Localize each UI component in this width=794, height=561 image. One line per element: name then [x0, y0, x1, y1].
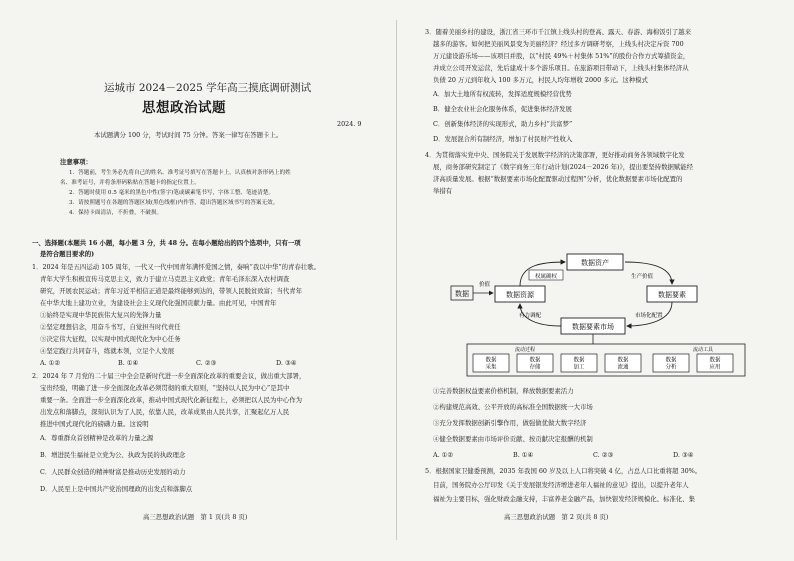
- page-footer: 高三思想政治试题 第 1 页(共 8 页): [143, 513, 248, 521]
- q3-option-d: D．发展混合所有制经济，增加了村民财产性收入: [433, 135, 573, 143]
- q1-option-c: C. ②③: [196, 359, 217, 367]
- q4-option-b: B. ①④: [513, 451, 534, 459]
- notice-line: 4．保持卡面清洁，不折叠，不破损。: [69, 210, 163, 216]
- q1-stem: 在中华大地上建功立业，为建设社会主义现代化强国贡献力量。由此可见，中国青年: [40, 299, 277, 307]
- notice-heading: 注意事项：: [60, 158, 92, 166]
- q4-item: ②构建规范高效、公平开放的高标准全国数据统一大市场: [433, 403, 593, 411]
- flow-cell-label: 数据: [665, 357, 677, 364]
- price-arrow-label: 价值: [479, 282, 491, 288]
- q2-option-a: A．尊重群众首创精神是改革的力量之源: [40, 434, 154, 442]
- section-heading: 一、选择题(本题共 16 小题，每小题 3 分，共 48 分。在每小题给出的四个选项中，只有一项: [32, 239, 301, 247]
- q3-option-c: C．创新集体经济的实现形式，助力乡村“共富梦”: [433, 120, 573, 128]
- page-2: [397, 0, 794, 561]
- q2-stem: 宝贵经验，明确了进一步全面深化改革必须贯彻的重大原则，“坚持以人民为中心”是其中: [40, 384, 290, 392]
- data-label: 数据: [455, 290, 469, 298]
- q3-option-b: B．健全农业社会化服务体系，促进集体经济发展: [433, 105, 572, 113]
- label-rights-confirm: 权属确权: [534, 274, 558, 280]
- flow-cell-label: 数据: [485, 357, 497, 364]
- flow-cell-label: 流通: [617, 364, 629, 371]
- q1-item: ④坚定践行共同奋斗，练就本领，立足个人发展: [40, 347, 175, 355]
- exam-title: 运城市 2024－2025 学年高三摸底调研测试: [104, 82, 312, 94]
- q4-option-d: D. ③④: [673, 451, 694, 459]
- notice-line: 名、准考证号，并将条形码粘贴在答题卡的指定位置上。: [60, 180, 200, 186]
- subject-title: 思想政治试题: [142, 100, 226, 116]
- q3-stem: 并成立公司开发运营，先后建成十多个游乐项目。在旅游项目带动下，上线头村集体经济从: [433, 64, 689, 72]
- box-market-text: 数据要素市场: [572, 323, 614, 331]
- data-flow-diagram: [449, 200, 749, 378]
- q4-stem: 举措有: [433, 187, 453, 195]
- label-effective-flow: 有力调配: [519, 313, 542, 319]
- exam-date: 2024. 9: [337, 120, 362, 128]
- q1-option-b: B. ①④: [118, 359, 139, 367]
- q3-stem: 万元建设游乐场——该项目并股，以“村民 49%＋村集体 51%”的股份合作方式筹措资金，: [433, 52, 690, 60]
- flow-cell-label: 数据: [573, 357, 585, 364]
- flow-cell-label: 数据: [709, 357, 721, 364]
- q5-stem: 5．根据国家卫健委预测，2035 年我国 60 岁及以上人口将突破 4 亿，占总人口比重将超 30%。: [425, 467, 702, 475]
- q2-stem: 2．2024 年 7 月党的二十届三中全会是新时代进一步全面深化改革的重要会议，做出重大部署，: [32, 372, 306, 380]
- q2-stem: 重要一条。全面进一步全面深化改革，推动中国式现代化新征程上，必须把以人民为中心作为: [40, 396, 303, 404]
- q1-stem: 青年大学生积极宣传马克思主义，致力于建立马克思主义政党；青年毛泽东深入农村调查: [40, 275, 290, 283]
- q2-stem: 推进中国式现代化的磅礴力量。这说明: [40, 420, 149, 428]
- q2-option-b: B．增进民生福祉是立党为公、执政为民的执政理念: [40, 451, 186, 459]
- flow-cell-label: 分析: [665, 364, 677, 371]
- q2-stem: 出发点和落脚点，深刻认识为了人民，依靠人民，改革成果由人民共享，汇聚起亿万人民: [40, 408, 290, 416]
- arrow-asset-to-element: [625, 262, 672, 284]
- notice-line: 1．答题前，考生务必先将自己的姓名、准考证号填写在答题卡上，认真核对条形码上的姓: [69, 170, 291, 176]
- flow-cell-label: 采集: [485, 364, 497, 371]
- box-data-asset-text: 数据资产: [581, 259, 609, 267]
- box-data-resource-text: 数据资源: [506, 291, 534, 299]
- flow-cell-label: 加工: [573, 364, 585, 371]
- q1-option-a: A. ①②: [40, 359, 61, 367]
- page-footer: 高三思想政治试题 第 2 页(共 8 页): [504, 513, 609, 521]
- label-market-allocate: 市场化配置: [635, 313, 663, 319]
- flow-cells: [473, 354, 733, 372]
- q4-item: ④健全数据要素由市场评价贡献、按贡献决定报酬的机制: [433, 435, 593, 443]
- q4-item: ③充分发挥数据创新引擎作用，做强做优做大数字经济: [433, 419, 587, 427]
- flow-cell-label: 应用: [709, 364, 721, 371]
- score-note: 本试题满分 100 分，考试时间 75 分钟。答案一律写在答题卡上。: [94, 131, 283, 139]
- q4-option-c: C. ②③: [593, 451, 614, 459]
- section-heading: 是符合题目要求的): [40, 250, 95, 258]
- flow-tool-title: 流动工具: [692, 347, 714, 353]
- q1-stem: 1．2024 年是五四运动 105 周年，一代又一代中国青年满怀爱国之情，奏响“我以中华”的青春壮歌。: [32, 263, 320, 271]
- q4-stem: 展，商务部研究制定了《数字商务三年行动计划(2024－2026 年)》，提出要坚持数据赋能经: [433, 163, 694, 171]
- q1-item: ①始终是实现中华民族伟大复兴的先锋力量: [40, 311, 162, 319]
- q4-item: ①完善数据权益要素价格机制，释放数据要素活力: [433, 387, 574, 395]
- q1-option-d: D. ③④: [276, 359, 297, 367]
- flow-cell-label: 数据: [529, 357, 541, 364]
- q3-stem: 3．随着美丽乡村的建设，浙江省三环市千江镇上线头村的登高、露天、春游、海棉饭引了越来: [425, 28, 692, 36]
- q2-option-d: D．人民至上是中国共产党治国理政的出发点和落脚点: [40, 485, 193, 493]
- q3-stem: 负债 20 万元到年收入 100 多万元，村民人均年增收 2000 多元。这种模式: [433, 76, 648, 84]
- flow-cell-label: 存储: [529, 364, 541, 371]
- q1-item: ②坚定理想信念，用奋斗书写，自觉担当时代责任: [40, 323, 181, 331]
- box-data-element-text: 数据要素: [658, 291, 686, 299]
- q3-stem: 越多的游客。如何把美丽风景变为美丽经济？经过多方调研考察，上线头村决定斥资 700: [433, 40, 684, 48]
- q1-item: ③决定伟大征程，以实现中国式现代化为中心任务: [40, 335, 181, 343]
- flow-cell-label: 数据: [617, 357, 629, 364]
- q4-stem: 4．为贯彻落实党中央、国务院关于发展数字经济的决策部署，更好推动商务各领域数字化发: [425, 151, 685, 159]
- notice-line: 3．请按照题号在各题的答题区域(黑色线框)内作答，超出答题区域书写的答案无效。: [69, 200, 279, 206]
- q4-stem: 济高质量发展。根据“数据要素市场化配置驱动过程图”分析，优化数据要素市场化配置的: [433, 175, 683, 183]
- notice-line: 2．答题时使用 0.5 毫米的黑色中性(签字)笔或碳素笔书写，字体工整、笔迹清楚。: [69, 190, 274, 196]
- flow-process-title: 流动过程: [514, 347, 536, 353]
- q5-stem: 福祉为主要目标，强化财政金融支持，丰富养老金融产品，加快银发经济规模化、标准化、集: [433, 495, 696, 503]
- q2-option-c: C．人民群众创造的精神财富是推动历史发展的动力: [40, 468, 186, 476]
- q3-option-a: A．加大土地所有权流转，发挥适度规模经营优势: [433, 90, 572, 98]
- q1-stem: 研究，开展农民运动；青年习近平相信正道是最终能够到达的，带领人民脱贫致富；当代青年: [40, 287, 303, 295]
- q5-stem: 目前，国务院办公厅印发《关于发展银发经济增进老年人福祉的意见》提出，以提升老年人: [433, 481, 689, 489]
- q4-option-a: A. ①②: [433, 451, 454, 459]
- label-produce-value: 生产价值: [631, 274, 654, 280]
